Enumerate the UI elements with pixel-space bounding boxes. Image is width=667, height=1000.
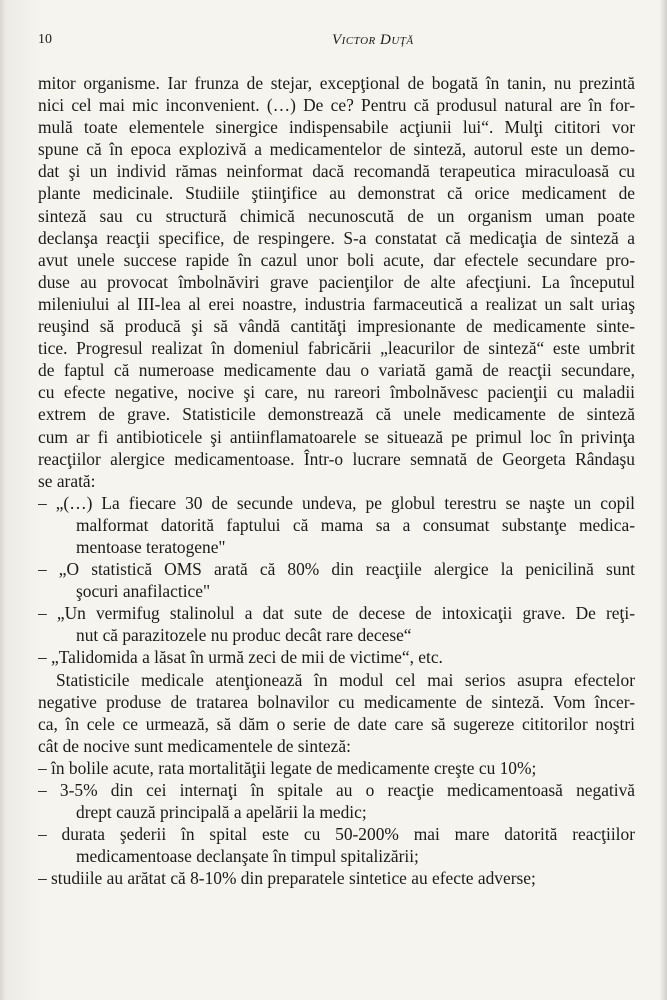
text-line: mileniului al III-lea al erei noastre, industria farmaceutică a realizat un salt uriaş xyxy=(38,293,635,314)
text-line: mulă toate elementele sinergice indispensabile acţiunii lui“. Mulţi cititori vor xyxy=(38,117,635,138)
text-line: malformat datorită faptului că mama sa a consumat substanţe medica- xyxy=(76,514,635,535)
text-line: nut că parazitozele nu produc decât rare decese“ xyxy=(76,625,412,646)
text-line: se arată: xyxy=(38,470,96,491)
text-line: reuşind să producă şi să vândă cantităţi impresionante de medicamente sinte- xyxy=(38,316,635,337)
text-line: – studiile au arătat că 8-10% din preparatele sintetice au efecte adverse; xyxy=(38,868,536,889)
text-line: duse au provocat îmbolnăviri grave pacienţilor de alte afecţiuni. La începutul xyxy=(38,271,635,292)
running-head: Victor Duţă xyxy=(332,32,414,48)
text-line: sinteză sau cu structură chimică necunoscută de un organism uman poate xyxy=(38,205,635,226)
text-line: medicamentoase declanşate în timpul spitalizării; xyxy=(76,846,419,867)
page-edge-shadow xyxy=(659,0,667,1000)
text-line: – „Un vermifug stalinolul a dat sute de decese de intoxicaţii grave. De reţi- xyxy=(38,603,635,624)
text-line: – 3-5% din cei internaţi în spitale au o reacţie medicamentoasă negativă xyxy=(38,780,635,800)
text-line: şocuri anafilactice" xyxy=(76,581,211,602)
text-line: – durata şederii în spital este cu 50-200% mai mare datorită reacţiilor xyxy=(38,824,635,845)
text-line: cum ar fi antibioticele şi antiinflamatoarele se situează pe primul loc în privinţa xyxy=(38,426,635,447)
text-line: Statisticile medicale atenţionează în modul cel mai serios asupra efectelor xyxy=(56,669,635,690)
text-line: – „(…) La fiecare 30 de secunde undeva, pe globul terestru se naşte un copil xyxy=(38,492,635,513)
text-line: ca, în cele ce urmează, să dăm o serie de date care să sugereze cititorilor noştri xyxy=(38,713,635,734)
text-line: negative produse de tratarea bolnavilor cu medicamente de sinteză. Vom încer- xyxy=(38,691,635,712)
text-line: tice. Progresul realizat în domeniul fabricării „leacurilor de sinteză“ este umbrit xyxy=(38,338,635,359)
text-line: nici cel mai mic inconvenient. (…) De ce? Pentru că produsul natural are în for- xyxy=(38,95,635,116)
text-line: de faptul că numeroase medicamente dau o variată gamă de reacţii secundare, xyxy=(38,360,635,381)
body-text xyxy=(38,72,635,889)
page-number: 10 xyxy=(38,32,52,47)
text-line: extrem de grave. Statisticile demonstrează că unele medicamente de sinteză xyxy=(38,404,635,425)
text-line: – „O statistică OMS arată că 80% din reacţiile alergice la penicilină sunt xyxy=(38,559,635,580)
text-line: dat şi un individ rămas neinformat dacă recomandă terapeutica miraculoasă cu xyxy=(38,161,635,182)
text-line: reacţiilor alergice medicamentoase. Într-o lucrare semnată de Georgeta Rândaşu xyxy=(38,448,635,469)
page-header xyxy=(38,30,629,54)
text-line: drept cauză principală a apelării la medic; xyxy=(76,802,367,823)
text-line: cu efecte negative, nocive şi care, nu rareori îmbolnăvesc pacienţii cu maladii xyxy=(38,382,635,403)
text-line: mentoase teratogene" xyxy=(76,536,226,557)
text-line: – „Talidomida a lăsat în urmă zeci de mii de victime“, etc. xyxy=(38,647,443,668)
text-line: – în bolile acute, rata mortalităţii legate de medicamente creşte cu 10%; xyxy=(38,757,537,778)
text-line: mitor organisme. Iar frunza de stejar, excepţional de bogată în tanin, nu prezintă xyxy=(38,73,635,93)
text-line: cât de nocive sunt medicamentele de sinteză: xyxy=(38,735,351,756)
text-line: plante medicinale. Studiile ştiinţifice au demonstrat că orice medicament de xyxy=(38,183,635,204)
text-line: avut unele succese rapide în cazul unor boli acute, dar efectele secundare pro- xyxy=(38,249,635,270)
text-line: declanşa reacţii specifice, de respingere. S-a constatat că medicaţia de sinteză a xyxy=(38,227,635,248)
text-line: spune că în epoca explozivă a medicamentelor de sinteză, autorul este un demo- xyxy=(38,139,635,160)
